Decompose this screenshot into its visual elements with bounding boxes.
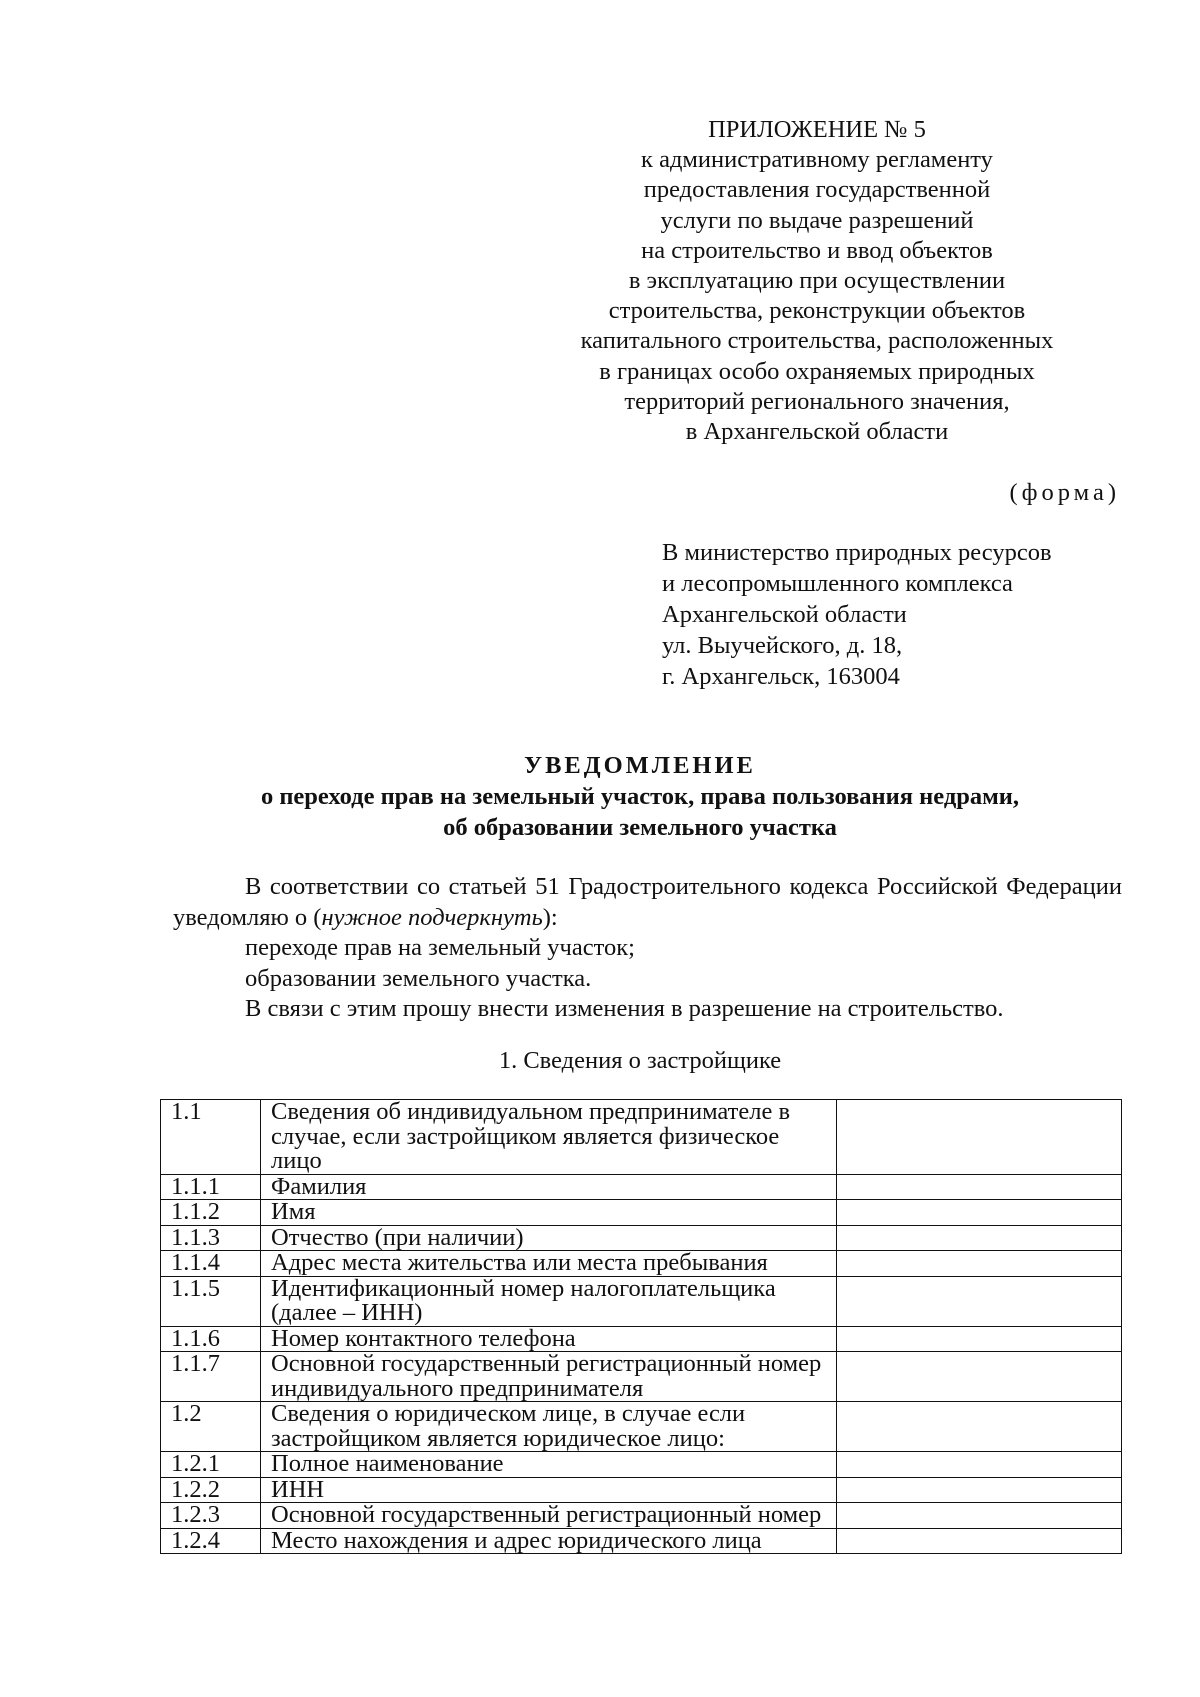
row-value-field[interactable] bbox=[837, 1402, 1122, 1452]
table-row bbox=[161, 1326, 1122, 1352]
row-value-field[interactable] bbox=[837, 1503, 1122, 1529]
row-value-field[interactable] bbox=[837, 1326, 1122, 1352]
table-row bbox=[161, 1276, 1122, 1326]
addressee-line: Архангельской области bbox=[662, 601, 907, 628]
row-value-field[interactable] bbox=[837, 1200, 1122, 1226]
row-label: ИНН bbox=[261, 1477, 837, 1503]
table-row bbox=[161, 1477, 1122, 1503]
section-heading: 1. Сведения о застройщике bbox=[498, 1047, 782, 1074]
row-label: Место нахождения и адрес юридического лица bbox=[261, 1528, 837, 1554]
title-subline: о переходе прав на земельный участок, права пользования недрами, bbox=[260, 783, 1020, 810]
row-label: Имя bbox=[261, 1200, 837, 1226]
table-row bbox=[161, 1402, 1122, 1452]
appendix-line: на строительство и ввод объектов bbox=[641, 236, 993, 264]
appendix-line: в границах особо охраняемых природных bbox=[599, 357, 1035, 385]
row-number: 1.2.2 bbox=[161, 1477, 261, 1503]
row-value-field[interactable] bbox=[837, 1276, 1122, 1326]
row-number: 1.1.4 bbox=[161, 1251, 261, 1277]
row-number: 1.2.1 bbox=[161, 1452, 261, 1478]
table-row bbox=[161, 1100, 1122, 1175]
addressee-line: и лесопромышленного комплекса bbox=[662, 570, 1013, 597]
appendix-line: услуги по выдаче разрешений bbox=[660, 206, 974, 234]
appendix-line: в эксплуатацию при осуществлении bbox=[628, 267, 1006, 295]
row-label: Идентификационный номер налогоплательщика (далее – ИНН) bbox=[261, 1276, 837, 1326]
row-label: Номер контактного телефона bbox=[261, 1326, 837, 1352]
intro-paragraph bbox=[173, 872, 1122, 933]
row-value-field[interactable] bbox=[837, 1174, 1122, 1200]
row-value-field[interactable] bbox=[837, 1100, 1122, 1175]
row-value-field[interactable] bbox=[837, 1477, 1122, 1503]
document-title bbox=[160, 750, 1120, 843]
request-paragraph: В связи с этим прошу внести изменения в разрешение на строительство. bbox=[245, 995, 1004, 1022]
table-row bbox=[161, 1251, 1122, 1277]
row-number: 1.1.3 bbox=[161, 1225, 261, 1251]
row-label: Фамилия bbox=[261, 1174, 837, 1200]
table-row bbox=[161, 1352, 1122, 1402]
row-number: 1.1.7 bbox=[161, 1352, 261, 1402]
form-label: (форма) bbox=[1009, 479, 1120, 506]
developer-info-table bbox=[160, 1099, 1122, 1554]
table-row bbox=[161, 1503, 1122, 1529]
appendix-line: в Архангельской области bbox=[685, 418, 949, 446]
table-row bbox=[161, 1225, 1122, 1251]
addressee-line: В министерство природных ресурсов bbox=[662, 539, 1052, 566]
row-value-field[interactable] bbox=[837, 1225, 1122, 1251]
appendix-line: ПРИЛОЖЕНИЕ № 5 bbox=[708, 116, 926, 143]
addressee-line: ул. Выучейского, д. 18, bbox=[662, 632, 903, 659]
row-label: Сведения о юридическом лице, в случае если застройщиком является юридическое лицо: bbox=[261, 1402, 837, 1452]
intro-italic-note: нужное подчеркнуть bbox=[321, 903, 543, 931]
option-item: переходе прав на земельный участок; bbox=[245, 934, 635, 961]
row-value-field[interactable] bbox=[837, 1251, 1122, 1277]
appendix-header bbox=[572, 115, 1062, 447]
row-number: 1.2.4 bbox=[161, 1528, 261, 1554]
addressee-block bbox=[662, 537, 1052, 692]
intro-text-end: ): bbox=[542, 903, 558, 931]
appendix-line: предоставления государственной bbox=[643, 176, 991, 204]
row-number: 1.1 bbox=[161, 1100, 261, 1175]
row-label: Адрес места жительства или места пребывания bbox=[261, 1251, 837, 1277]
row-number: 1.1.1 bbox=[161, 1174, 261, 1200]
appendix-line: территорий регионального значения, bbox=[624, 387, 1010, 415]
title-subline: об образовании земельного участка bbox=[443, 814, 837, 841]
row-label: Основной государственный регистрационный номер bbox=[261, 1503, 837, 1529]
row-number: 1.1.5 bbox=[161, 1276, 261, 1326]
row-value-field[interactable] bbox=[837, 1528, 1122, 1554]
title-main: УВЕДОМЛЕНИЕ bbox=[524, 752, 756, 779]
row-label: Полное наименование bbox=[261, 1452, 837, 1478]
addressee-line: г. Архангельск, 163004 bbox=[662, 663, 900, 690]
row-label: Основной государственный регистрационный номер индивидуального предпринимателя bbox=[261, 1352, 837, 1402]
table-row bbox=[161, 1452, 1122, 1478]
notification-body bbox=[173, 872, 1122, 1025]
row-label: Сведения об индивидуальном предпринимателе в случае, если застройщиком является физическое лицо bbox=[261, 1100, 837, 1175]
option-item: образовании земельного участка. bbox=[245, 964, 592, 992]
intro-text: В соответствии со статьей 51 Градостроительного кодекса Российской Федерации уведомляю о ( bbox=[173, 873, 1122, 931]
row-number: 1.1.6 bbox=[161, 1326, 261, 1352]
table-row bbox=[161, 1200, 1122, 1226]
row-label: Отчество (при наличии) bbox=[261, 1225, 837, 1251]
row-value-field[interactable] bbox=[837, 1452, 1122, 1478]
row-number: 1.1.2 bbox=[161, 1200, 261, 1226]
row-number: 1.2.3 bbox=[161, 1503, 261, 1529]
appendix-line: капитального строительства, расположенных bbox=[580, 327, 1054, 355]
row-value-field[interactable] bbox=[837, 1352, 1122, 1402]
row-number: 1.2 bbox=[161, 1402, 261, 1452]
appendix-line: строительства, реконструкции объектов bbox=[608, 297, 1026, 325]
appendix-line: к административному регламенту bbox=[641, 146, 993, 174]
table-row bbox=[161, 1174, 1122, 1200]
table-row bbox=[161, 1528, 1122, 1554]
